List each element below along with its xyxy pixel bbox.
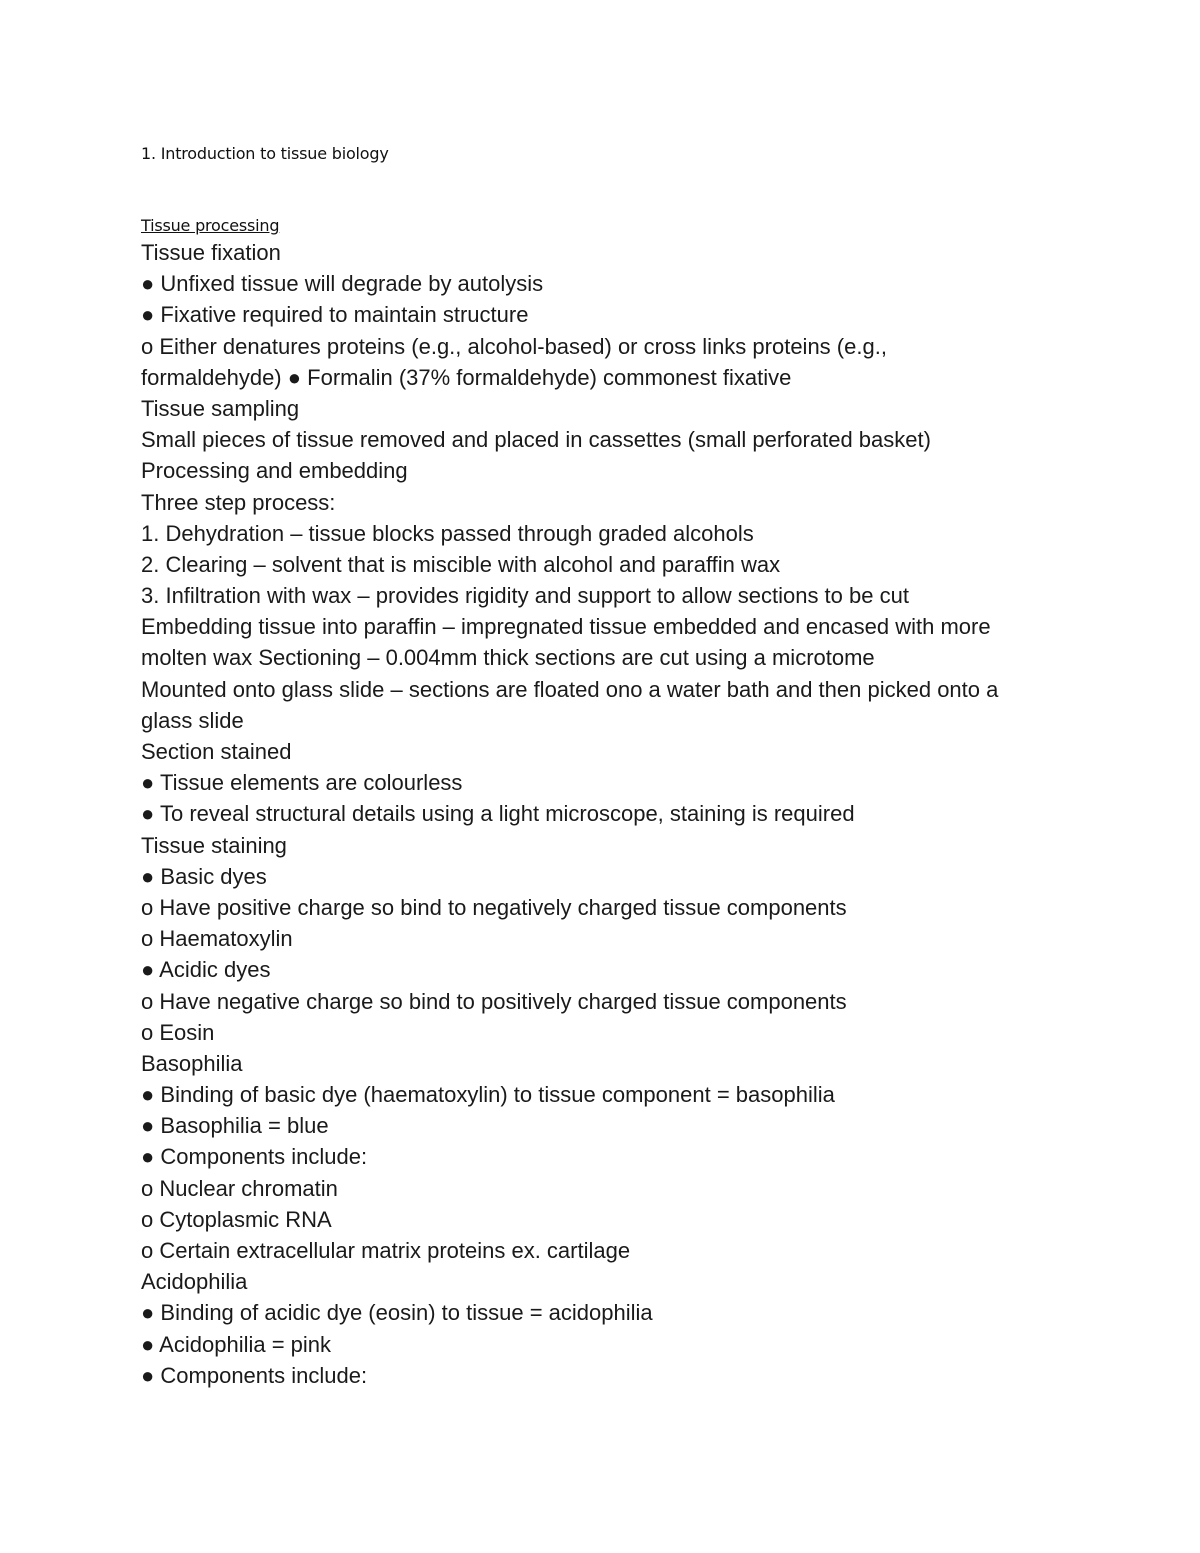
body-text [141,237,1081,1391]
body-line: o Have positive charge so bind to negatively charged tissue components [141,894,847,920]
body-line: Acidophilia [141,1269,248,1295]
body-line: o Have negative charge so bind to positively charged tissue components [141,988,847,1014]
body-line: o Nuclear chromatin [141,1175,338,1201]
body-line: ● Components include: [141,1144,368,1170]
body-line: ● Acidophilia = pink [141,1331,332,1357]
body-line: o Certain extracellular matrix proteins ex. cartilage [141,1238,631,1263]
body-line: 3. Infiltration with wax – provides rigidity and support to allow sections to be cut [141,583,909,609]
body-line: molten wax Sectioning – 0.004mm thick sections are cut using a microtome [141,645,875,671]
body-line: ● Basic dyes [141,863,267,889]
body-line: o Haematoxylin [141,926,293,952]
body-line: o Cytoplasmic RNA [141,1206,332,1232]
body-line: 2. Clearing – solvent that is miscible with alcohol and paraffin wax [141,551,781,577]
body-line: glass slide [141,707,244,733]
body-line: ● Fixative required to maintain structure [141,302,529,328]
body-line: Tissue sampling [141,395,300,421]
body-line: Tissue staining [141,832,287,858]
body-line: Basophilia [141,1050,243,1076]
body-line: Three step process: [141,489,336,515]
body-line: ● Components include: [141,1362,368,1388]
body-line: ● Binding of acidic dye (eosin) to tissue = acidophilia [141,1300,653,1326]
body-line: ● Binding of basic dye (haematoxylin) to tissue component = basophilia [141,1082,835,1108]
body-line: Processing and embedding [141,458,408,484]
body-line: Mounted onto glass slide – sections are floated ono a water bath and then picked onto a [141,676,999,702]
body-line: 1. Dehydration – tissue blocks passed through graded alcohols [141,520,754,546]
body-line: ● Unfixed tissue will degrade by autolysis [141,271,544,297]
body-line: ● Basophilia = blue [141,1113,329,1139]
document-title: 1. Introduction to tissue biology [141,144,389,163]
section-heading: Tissue processing [141,216,280,235]
body-line: o Either denatures proteins (e.g., alcohol-based) or cross links proteins (e.g., [141,333,887,359]
body-line: Tissue fixation [141,240,281,265]
body-line: o Eosin [141,1019,215,1045]
body-line: formaldehyde) ● Formalin (37% formaldehyde) commonest fixative [141,364,792,390]
body-line: Small pieces of tissue removed and placed in cassettes (small perforated basket) [141,427,931,453]
body-line: ● Acidic dyes [141,957,271,983]
body-line: Section stained [141,739,292,764]
body-line: Embedding tissue into paraffin – impregnated tissue embedded and encased with more [141,614,991,640]
body-line: ● Tissue elements are colourless [141,770,463,796]
body-line: ● To reveal structural details using a light microscope, staining is required [141,801,855,827]
